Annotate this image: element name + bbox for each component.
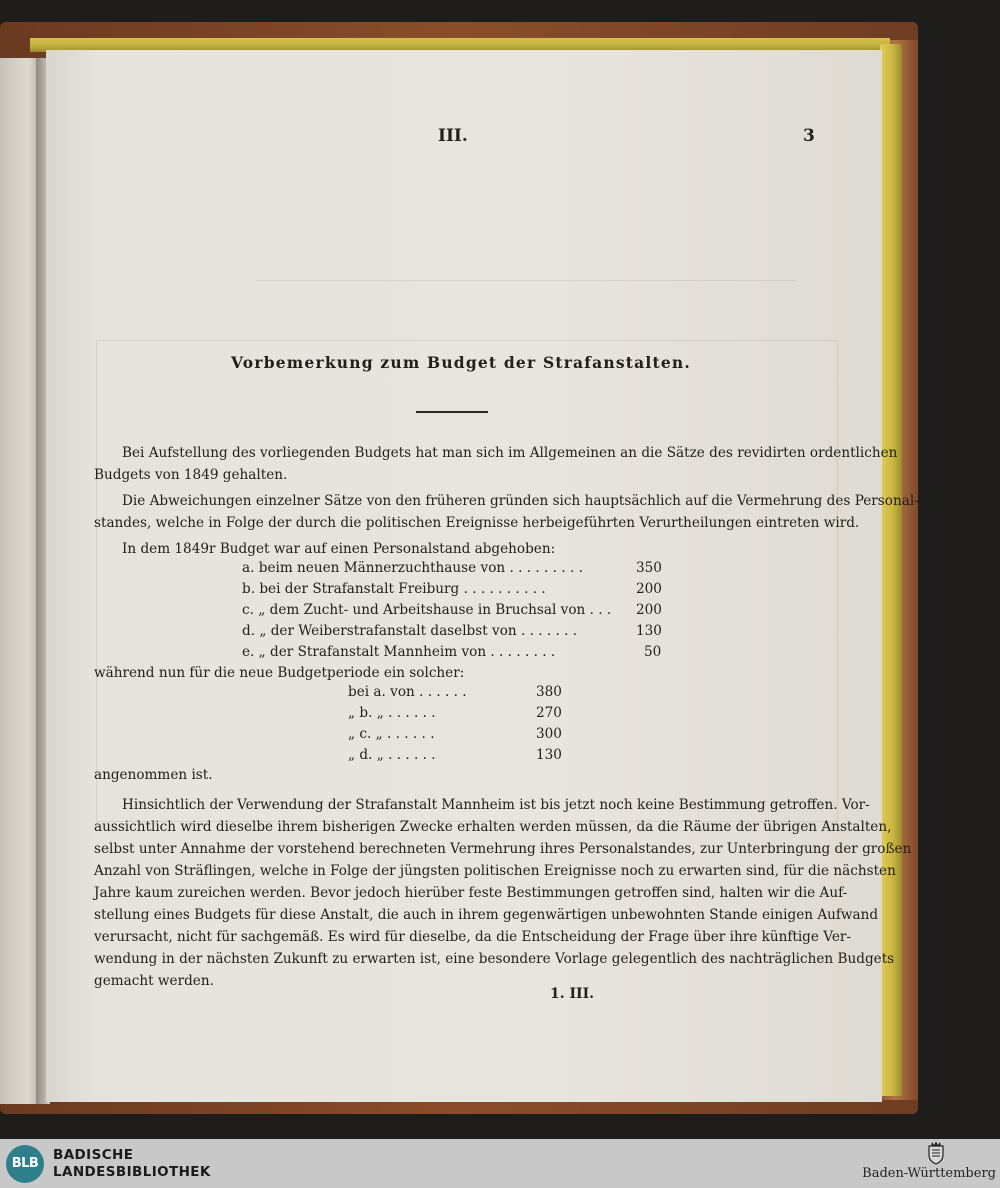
paragraph-line: selbst unter Annahme der vorstehend berechneten Vermehrung ihres Personalstandes, zur Unterbringung der großen bbox=[94, 841, 912, 857]
paragraph-line: stellung eines Budgets für diese Anstalt, die auch in ihrem gegenwärtigen unbewohnten Stande einigen Aufwand bbox=[94, 907, 879, 923]
list-item-value: 200 bbox=[636, 602, 662, 618]
paragraph-line: gemacht werden. bbox=[94, 973, 214, 989]
section-number: III. bbox=[438, 126, 468, 146]
left-page-edge bbox=[0, 58, 40, 1104]
paragraph-line: wendung in der nächsten Zukunft zu erwarten ist, eine besondere Vorlage gelegentlich des nachträglichen Budgets bbox=[94, 951, 895, 967]
book-page bbox=[46, 50, 919, 1102]
footer-bar bbox=[0, 1139, 1000, 1188]
paragraph-line: Anzahl von Sträflingen, welche in Folge der jüngsten politischen Ereignisse noch zu erwarten sind, für die nächsten bbox=[94, 863, 896, 879]
list-item-label: d. „ der Weiberstrafanstalt daselbst von . . . . . . . bbox=[242, 623, 578, 639]
paragraph-line: Bei Aufstellung des vorliegenden Budgets hat man sich im Allgemeinen an die Sätze des revidirten ordentlichen bbox=[122, 445, 898, 461]
paragraph-line: angenommen ist. bbox=[94, 767, 213, 783]
state-name: Baden-Württemberg bbox=[862, 1166, 996, 1181]
list-item-value: 300 bbox=[536, 726, 562, 742]
blb-logo[interactable]: BLB bbox=[6, 1145, 44, 1183]
list-item-value: 50 bbox=[644, 644, 662, 660]
list-item-value: 350 bbox=[636, 560, 662, 576]
paragraph-line: standes, welche in Folge der durch die politischen Ereignisse herbeigeführten Verurtheilungen eintreten wird. bbox=[94, 515, 860, 531]
list-item-label: e. „ der Strafanstalt Mannheim von . . . . . . . . bbox=[242, 644, 556, 660]
section-heading: Vorbemerkung zum Budget der Strafanstalten. bbox=[231, 353, 691, 372]
paragraph-line: verursacht, nicht für sachgemäß. Es wird für dieselbe, da die Entscheidung der Frage über ihre künftige Ver- bbox=[94, 929, 851, 945]
show-through-rule bbox=[256, 190, 796, 281]
page-edge-right bbox=[880, 44, 902, 1096]
list-item-value: 130 bbox=[636, 623, 662, 639]
library-name-line2: LANDESBIBLIOTHEK bbox=[53, 1164, 211, 1180]
list-item-label: c. „ dem Zucht- und Arbeitshause in Bruchsal von . . . bbox=[242, 602, 612, 618]
paragraph-line: Budgets von 1849 gehalten. bbox=[94, 467, 288, 483]
list-item-label: b. bei der Strafanstalt Freiburg . . . . . . . . . . bbox=[242, 581, 546, 597]
paragraph-line: Jahre kaum zureichen werden. Bevor jedoch hierüber feste Bestimmungen getroffen sind, halten wir die Auf- bbox=[94, 885, 848, 901]
list-item-label: „ d. „ . . . . . . bbox=[348, 747, 436, 763]
list-item-label: „ c. „ . . . . . . bbox=[348, 726, 435, 742]
list-item-value: 270 bbox=[536, 705, 562, 721]
paragraph-line: aussichtlich wird dieselbe ihrem bisherigen Zwecke erhalten werden müssen, da die Räume der übrigen Anstalten, bbox=[94, 819, 892, 835]
paragraph-line: Hinsichtlich der Verwendung der Strafanstalt Mannheim ist bis jetzt noch keine Bestimmung getroffen. Vor- bbox=[122, 797, 870, 813]
catchword: 1. III. bbox=[550, 986, 595, 1002]
list-item-label: „ b. „ . . . . . . bbox=[348, 705, 436, 721]
list-item-label: a. beim neuen Männerzuchthause von . . . . . . . . . bbox=[242, 560, 583, 576]
library-name-line1: BADISCHE bbox=[53, 1147, 134, 1163]
list-item-value: 130 bbox=[536, 747, 562, 763]
page-number: 3 bbox=[803, 126, 815, 146]
coat-of-arms-icon bbox=[926, 1141, 946, 1165]
paragraph-line: während nun für die neue Budgetperiode ein solcher: bbox=[94, 665, 465, 681]
paragraph-line: Die Abweichungen einzelner Sätze von den früheren gründen sich hauptsächlich auf die Vermehrung des Personal- bbox=[122, 493, 919, 509]
paragraph-line: In dem 1849r Budget war auf einen Personalstand abgehoben: bbox=[122, 541, 556, 557]
list-item-label: bei a. von . . . . . . bbox=[348, 684, 467, 700]
heading-rule bbox=[416, 411, 488, 413]
list-item-value: 380 bbox=[536, 684, 562, 700]
list-item-value: 200 bbox=[636, 581, 662, 597]
